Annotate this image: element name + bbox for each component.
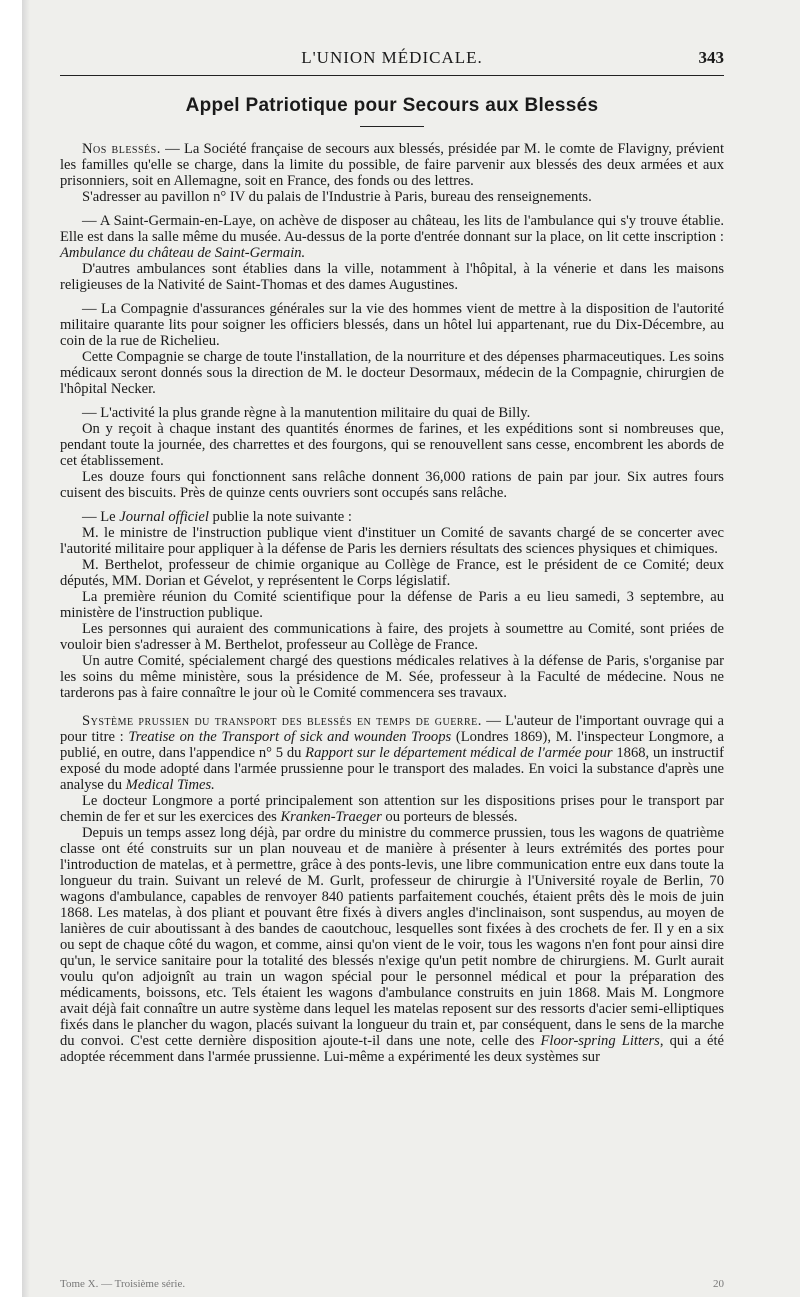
- paragraph: S'adresser au pavillon n° IV du palais de l'Industrie à Paris, bureau des renseignements.: [82, 189, 592, 205]
- paragraph-text: Le docteur Longmore a porté principalement son attention sur les dispositions prises pour le transport par chemin de fer et sur les exercices des: [60, 793, 724, 825]
- title-rule: [360, 126, 424, 127]
- text-column: [60, 40, 724, 1065]
- paragraph-wagons: [60, 825, 724, 1065]
- paragraph-journal-officiel: [60, 509, 724, 525]
- journal-title: Medical Times.: [125, 777, 215, 793]
- paragraph-systeme-prussien: [60, 713, 724, 793]
- header-rule: [60, 75, 724, 76]
- paragraph-text: 1868, un instructif exposé du mode adopté dans l'armée prussienne pour le transport des malades. En voici la substance d'après une analyse du: [60, 745, 724, 793]
- paragraph: La première réunion du Comité scientifique pour la défense de Paris a eu lieu samedi, 3 septembre, au ministère de l'instruction publique.: [60, 589, 724, 621]
- paragraph: — L'activité la plus grande règne à la manutention militaire du quai de Billy.: [82, 405, 531, 421]
- paragraph: — La Compagnie d'assurances générales sur la vie des hommes vient de mettre à la disposition de l'autorité militaire quarante lits pour soigner les officiers blessés, dans un hôtel lui appartenant, rue du Dix-Décembre, au coin de la rue de Richelieu.: [60, 301, 724, 349]
- paragraph-saint-germain: [60, 213, 724, 261]
- paragraph-longmore: [60, 793, 724, 825]
- paragraph: M. le ministre de l'instruction publique vient d'instituer un Comité de savants chargé de se concerter avec l'autorité militaire pour appliquer à la défense de Paris les derniers résultats des sciences physiques et chimiques.: [60, 525, 724, 557]
- paragraph-text: Depuis un temps assez long déjà, par ordre du ministre du commerce prussien, tous les wagons de quatrième classe ont été construits sur un plan nouveau et de manière à présenter à leurs extrémités des portes pour l'introduction de matelas, et à permettre, grâce à des ponts-levis, une libre communication entre eux dans toute la longueur du train. Suivant un relevé de M. Gurlt, professeur de chirurgie à l'Université royale de Berlin, 70 wagons d'ambulance, capables de renvoyer 840 patients parfaitement couchés, étaient prêts dès le mois de juin 1868. Les matelas, à dos pliant et pouvant être fixés à divers angles d'inclinaison, sont suspendus, au moyen de lanières de cuir aboutissant à des bandes de caoutchouc, lesquelles sont fixées à des crochets de fer. Il y en a six ou sept de chaque côté du wagon, et comme, ainsi qu'on vient de le voir, tous les wagons n'en font pour ainsi dire qu'un, le service sanitaire pour la totalité des blessés n'exige qu'un petit nombre de chirurgiens. M. Gurlt aurait voulu qu'on adjoignît au train un wagon spécial pour le personnel médical et pour la préparation des médicaments, boissons, etc. Tels étaient les wagons d'ambulance construits en juin 1868. Mais M. Longmore avait déjà fait connaître un autre système dans lequel les matelas reposent sur des ressorts d'acier semi-elliptiques fixés dans le plancher du wagon, placés suivant la longueur du train et, par conséquent, dans le sens de la marche du convoi. C'est cette dernière disposition ajoute-t-il dans une note, celle des: [60, 825, 724, 1049]
- journal-title: Journal officiel: [119, 509, 209, 525]
- paragraph-text: ou porteurs de blessés.: [381, 809, 518, 825]
- paragraph-text: publie la note suivante :: [208, 509, 352, 525]
- paragraph: D'autres ambulances sont établies dans la ville, notamment à l'hôpital, à la vénerie et dans les maisons religieuses de la Nativité de Saint-Thomas et des dames Augustines.: [60, 261, 724, 293]
- paragraph-text: — L'auteur de l'important ouvrage qui a pour titre :: [60, 713, 724, 745]
- paragraph: M. Berthelot, professeur de chimie organique au Collège de France, est le président de ce Comité; deux députés, MM. Dorian et Gévelot, y représentent le Corps législatif.: [60, 557, 724, 589]
- paragraph-lead: Système prussien du transport des blessés en temps de guerre.: [82, 713, 482, 729]
- paragraph: Un autre Comité, spécialement chargé des questions médicales relatives à la défense de Paris, s'organise par les soins du même ministère, sous la présidence de M. Sée, professeur à la Faculté de médecine. Nous ne tarderons pas à faire connaître le jour où le Comité commencera ses travaux.: [60, 653, 724, 701]
- book-title: Treatise on the Transport of sick and wounden Troops: [128, 729, 452, 745]
- paragraph: On y reçoit à chaque instant des quantités énormes de farines, et les expéditions sont si nombreuses que, pendant toute la journée, des charrettes et des fourgons, qui se renouvellent sans cesse, encombrent les abords de cet établissement.: [60, 421, 724, 469]
- term-kranken-traeger: Kranken-Traeger: [280, 809, 382, 825]
- page-footer: [60, 1278, 724, 1290]
- paragraph-text: — A Saint-Germain-en-Laye, on achève de disposer au château, les lits de l'ambulance qui s'y trouve établie. Elle est dans la salle même du musée. Au-dessus de la porte d'entrée donnant sur la place, on lit cette inscription :: [60, 213, 724, 245]
- inscription: Ambulance du château de Saint-Germain.: [60, 245, 306, 261]
- running-head: [60, 40, 724, 70]
- term-floor-spring-litters: Floor-spring Litters: [540, 1033, 660, 1049]
- paragraph-text: , qui a été adoptée récemment dans l'armée prussienne. Lui-même a expérimenté les deux systèmes sur: [60, 1033, 724, 1065]
- paragraph-lead: Nos blessés.: [82, 141, 161, 157]
- running-title: L'UNION MÉDICALE.: [301, 48, 483, 67]
- page-edge: [22, 0, 30, 1297]
- paragraph: Les douze fours qui fonctionnent sans relâche donnent 36,000 rations de pain par jour. Six autres fours cuisent des biscuits. Près de quinze cents ouvriers sont occupés sans relâche.: [60, 469, 724, 501]
- page-number: 343: [698, 48, 724, 67]
- paragraph-text: (Londres 1869), M. l'inspecteur Longmore, a publié, en outre, dans l'appendice n° 5 du: [60, 729, 724, 761]
- paragraph-text: — Le: [82, 509, 120, 525]
- footer-volume: Tome X. — Troisième série.: [60, 1278, 186, 1290]
- paragraph-text: — La Société française de secours aux blessés, présidée par M. le comte de Flavigny, prévient les familles qu'elle se charge, dans la limite du possible, de faire parvenir aux blessés des deux armées et aux prisonniers, soit en Allemagne, soit en France, des fonds ou des lettres.: [60, 141, 724, 189]
- footer-signature: 20: [713, 1278, 724, 1290]
- report-title: Rapport sur le département médical de l'armée pour: [305, 745, 613, 761]
- paragraph: Cette Compagnie se charge de toute l'installation, de la nourriture et des dépenses pharmaceutiques. Les soins médicaux seront donnés sous la direction de M. le docteur Desormaux, médecin de la Compagnie, chirurgien de l'hôpital Necker.: [60, 349, 724, 397]
- paragraph-nos-blesses: [60, 141, 724, 189]
- section-title: Appel Patriotique pour Secours aux Blessés: [185, 95, 599, 116]
- paragraph: Les personnes qui auraient des communications à faire, des projets à soumettre au Comité, sont priées de vouloir bien s'adresser à M. Berthelot, professeur au Collège de France.: [60, 621, 724, 653]
